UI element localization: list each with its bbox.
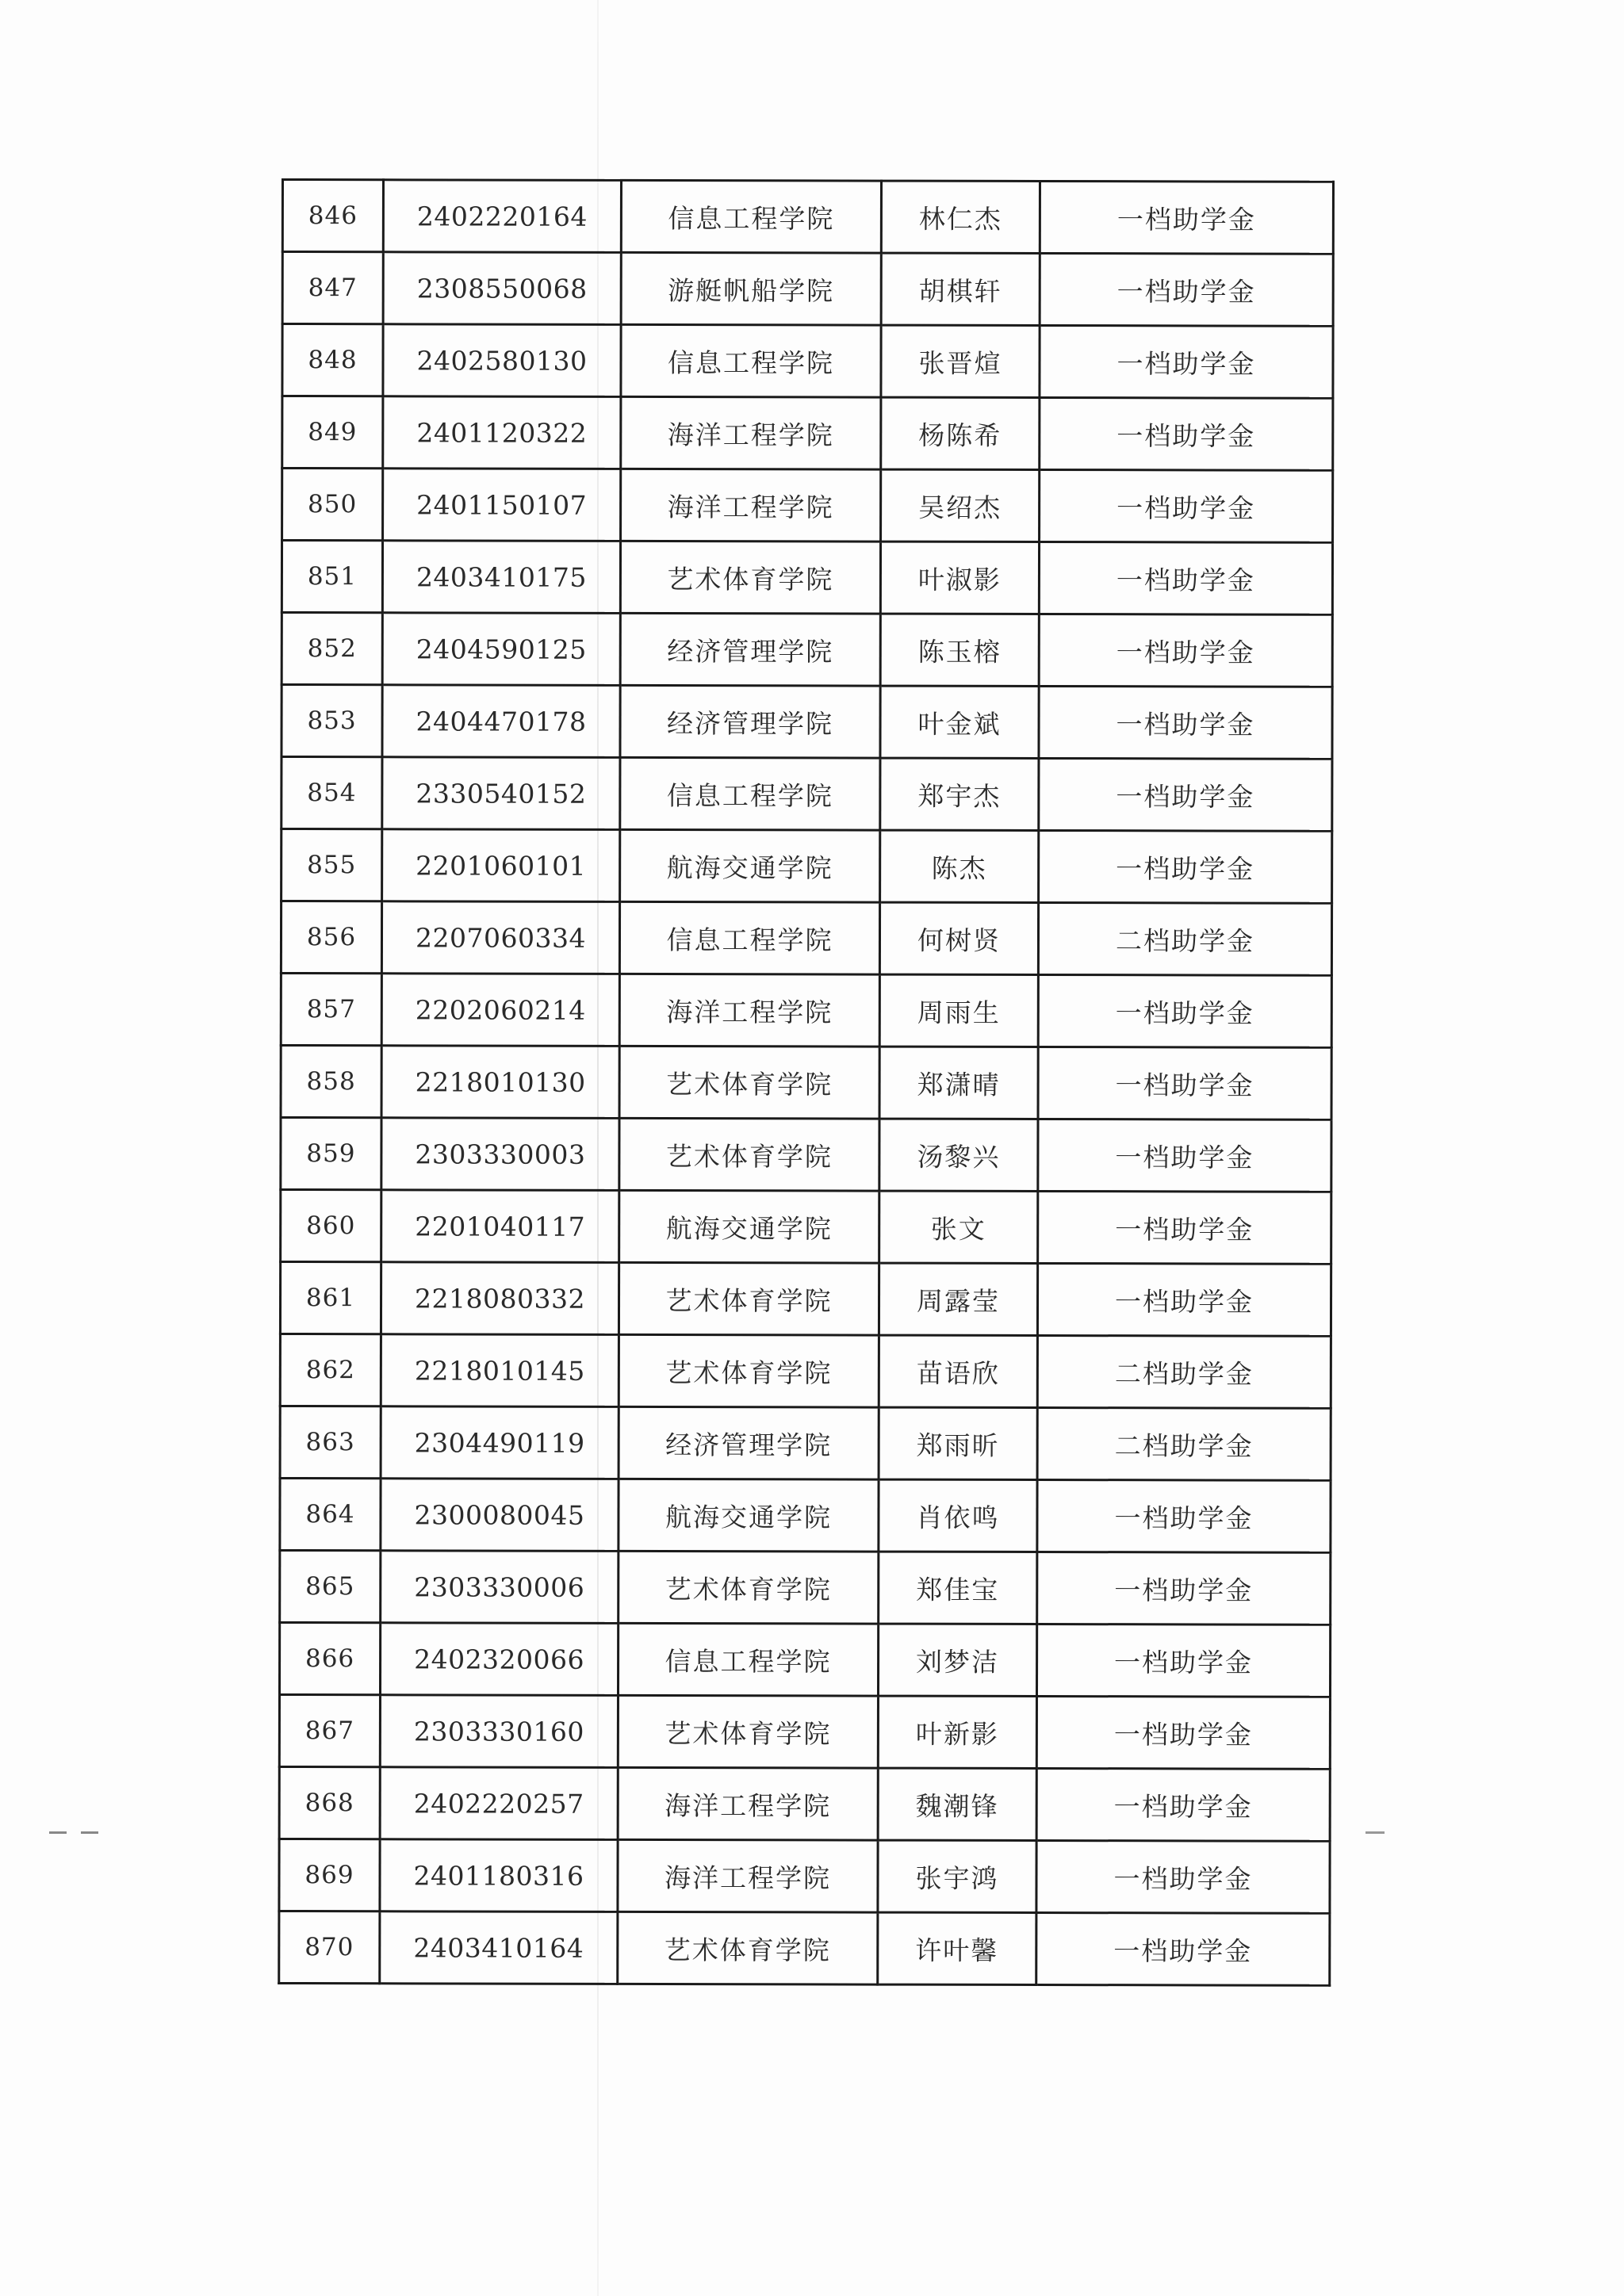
table-row (281, 974, 1331, 1048)
student-name: 林仁杰 (881, 181, 1040, 253)
college-name: 艺术体育学院 (619, 1334, 879, 1407)
grant-level: 一档助学金 (1039, 759, 1332, 832)
grant-level: 一档助学金 (1039, 614, 1332, 687)
college-name: 艺术体育学院 (618, 1695, 878, 1768)
grant-level: 一档助学金 (1036, 1696, 1330, 1769)
row-number: 855 (282, 829, 382, 901)
grant-level: 一档助学金 (1038, 1119, 1331, 1192)
table-row (282, 180, 1333, 254)
student-name: 胡棋轩 (881, 253, 1040, 325)
grant-level: 一档助学金 (1038, 1192, 1331, 1265)
student-id: 2201060101 (382, 829, 620, 902)
student-name: 魏潮锋 (878, 1768, 1036, 1840)
student-id: 2404470178 (382, 685, 620, 758)
student-name: 陈玉榕 (880, 614, 1039, 686)
student-id: 2401150107 (383, 469, 621, 541)
row-number: 867 (279, 1694, 380, 1766)
row-number: 851 (282, 541, 382, 613)
row-number: 868 (279, 1766, 380, 1839)
row-number: 858 (281, 1046, 381, 1118)
table-row (280, 1478, 1331, 1552)
college-name: 海洋工程学院 (621, 469, 881, 541)
college-name: 信息工程学院 (620, 757, 880, 830)
scan-mark-left (49, 1831, 105, 1834)
row-number: 861 (280, 1262, 381, 1334)
college-name: 游艇帆船学院 (621, 252, 881, 325)
row-number: 866 (279, 1622, 380, 1694)
college-name: 海洋工程学院 (618, 1767, 878, 1840)
table-row (282, 685, 1332, 760)
table-row (281, 1118, 1331, 1192)
row-number: 869 (279, 1839, 380, 1911)
grant-level: 一档助学金 (1038, 1047, 1331, 1120)
student-id: 2218080332 (381, 1262, 619, 1335)
student-name: 叶新影 (878, 1696, 1036, 1768)
student-id: 2402580130 (383, 324, 621, 397)
grant-level: 二档助学金 (1037, 1407, 1331, 1480)
student-name: 郑雨昕 (879, 1407, 1037, 1479)
grant-level: 一档助学金 (1036, 1840, 1330, 1913)
college-name: 经济管理学院 (619, 1406, 879, 1479)
table-row (282, 541, 1332, 615)
table-row (281, 1046, 1331, 1120)
row-number: 862 (280, 1334, 381, 1406)
student-id: 2402220257 (380, 1767, 618, 1840)
grant-level: 一档助学金 (1036, 1912, 1330, 1985)
row-number: 852 (282, 613, 382, 685)
college-name: 海洋工程学院 (619, 974, 879, 1047)
student-name: 郑佳宝 (879, 1552, 1037, 1624)
student-name: 杨陈希 (881, 397, 1040, 469)
student-id: 2218010130 (381, 1046, 619, 1119)
grant-level: 一档助学金 (1037, 1264, 1331, 1337)
table-row (279, 1766, 1330, 1841)
grant-level: 二档助学金 (1038, 903, 1331, 976)
student-id: 2303330006 (381, 1551, 619, 1624)
student-id: 2207060334 (381, 901, 619, 974)
college-name: 经济管理学院 (620, 613, 880, 686)
college-name: 航海交通学院 (619, 1479, 879, 1552)
row-number: 860 (281, 1190, 381, 1262)
grant-level: 一档助学金 (1040, 254, 1333, 327)
student-name: 苗语欣 (879, 1335, 1037, 1407)
row-number: 863 (280, 1406, 381, 1478)
table-row (279, 1694, 1330, 1769)
grant-level: 一档助学金 (1039, 687, 1332, 760)
college-name: 艺术体育学院 (619, 1046, 879, 1119)
table-row (282, 252, 1333, 327)
student-id: 2303330160 (380, 1695, 618, 1768)
grant-level: 一档助学金 (1039, 831, 1332, 904)
row-number: 850 (282, 469, 383, 541)
student-name: 郑宇杰 (880, 758, 1039, 830)
row-number: 847 (282, 252, 383, 324)
row-number: 853 (282, 685, 382, 757)
college-name: 航海交通学院 (619, 1190, 879, 1263)
college-name: 信息工程学院 (618, 1623, 878, 1696)
table-row (282, 324, 1333, 399)
table-row (281, 1190, 1331, 1265)
student-name: 周雨生 (879, 974, 1038, 1047)
student-id: 2401180316 (380, 1839, 618, 1912)
student-id: 2300080045 (381, 1479, 619, 1552)
row-number: 857 (281, 974, 381, 1046)
table-row (282, 613, 1332, 687)
student-id: 2304490119 (381, 1406, 619, 1479)
college-name: 信息工程学院 (621, 324, 881, 397)
student-id: 2402320066 (380, 1623, 618, 1696)
grant-level: 一档助学金 (1039, 542, 1332, 615)
row-number: 849 (282, 396, 383, 469)
college-name: 艺术体育学院 (620, 541, 880, 614)
table-row (282, 829, 1332, 904)
student-id: 2202060214 (381, 974, 619, 1047)
student-id: 2401120322 (383, 396, 621, 469)
scan-mark-right (1365, 1831, 1385, 1834)
student-name: 叶淑影 (880, 541, 1039, 614)
grant-level: 一档助学金 (1040, 182, 1333, 254)
grant-level: 一档助学金 (1037, 1552, 1331, 1624)
grant-level: 一档助学金 (1036, 1624, 1330, 1697)
table-row (282, 757, 1332, 832)
student-id: 2201040117 (381, 1190, 619, 1263)
table-row (280, 1406, 1331, 1480)
student-id: 2402220164 (383, 180, 621, 253)
college-name: 艺术体育学院 (619, 1262, 879, 1335)
table-row (280, 1334, 1331, 1409)
college-name: 艺术体育学院 (618, 1911, 878, 1984)
grant-level: 一档助学金 (1040, 470, 1333, 543)
row-number: 859 (281, 1118, 381, 1190)
row-number: 856 (281, 901, 381, 974)
row-number: 870 (279, 1911, 380, 1983)
college-name: 艺术体育学院 (619, 1118, 879, 1191)
student-name: 陈杰 (880, 830, 1039, 902)
college-name: 经济管理学院 (620, 685, 880, 758)
college-name: 航海交通学院 (620, 829, 880, 902)
table-row (279, 1622, 1330, 1697)
student-name: 吴绍杰 (881, 469, 1040, 541)
student-id: 2404590125 (382, 613, 620, 686)
student-name: 刘梦洁 (878, 1624, 1036, 1696)
student-name: 周露莹 (879, 1263, 1037, 1335)
grant-level: 一档助学金 (1040, 398, 1333, 471)
grant-level: 一档助学金 (1038, 975, 1331, 1048)
student-name: 郑潇晴 (879, 1047, 1038, 1119)
college-name: 艺术体育学院 (619, 1551, 879, 1624)
student-id: 2303330003 (381, 1118, 619, 1191)
student-name: 何树贤 (879, 902, 1038, 974)
row-number: 846 (282, 180, 383, 252)
table-row (279, 1911, 1330, 1985)
row-number: 864 (280, 1478, 381, 1550)
student-id: 2403410164 (380, 1911, 618, 1984)
college-name: 信息工程学院 (621, 180, 881, 253)
college-name: 海洋工程学院 (621, 396, 881, 469)
grant-level: 一档助学金 (1040, 326, 1333, 399)
table-row (279, 1839, 1330, 1913)
college-name: 海洋工程学院 (618, 1839, 878, 1912)
student-name: 叶金斌 (880, 686, 1039, 758)
college-name: 信息工程学院 (619, 901, 879, 974)
student-id: 2403410175 (382, 541, 620, 614)
student-id: 2218010145 (381, 1334, 619, 1407)
student-name: 肖依鸣 (879, 1479, 1037, 1552)
student-id: 2308550068 (383, 252, 621, 325)
student-name: 汤黎兴 (879, 1119, 1038, 1191)
student-name: 许叶馨 (878, 1912, 1036, 1984)
roster-body (279, 180, 1334, 1986)
table-row (281, 901, 1331, 976)
table-row (282, 469, 1333, 543)
grant-level: 一档助学金 (1037, 1479, 1331, 1552)
student-name: 张文 (879, 1191, 1038, 1263)
scholarship-roster-table (278, 178, 1335, 1987)
student-id: 2330540152 (382, 757, 620, 830)
table-row (280, 1550, 1331, 1624)
grant-level: 一档助学金 (1036, 1768, 1330, 1841)
table-row (280, 1262, 1331, 1337)
student-name: 张晋煊 (881, 325, 1040, 397)
row-number: 854 (282, 757, 382, 829)
student-name: 张宇鸿 (878, 1840, 1036, 1912)
row-number: 865 (280, 1550, 381, 1622)
table-row (282, 396, 1333, 471)
row-number: 848 (282, 324, 383, 396)
grant-level: 二档助学金 (1037, 1336, 1331, 1409)
